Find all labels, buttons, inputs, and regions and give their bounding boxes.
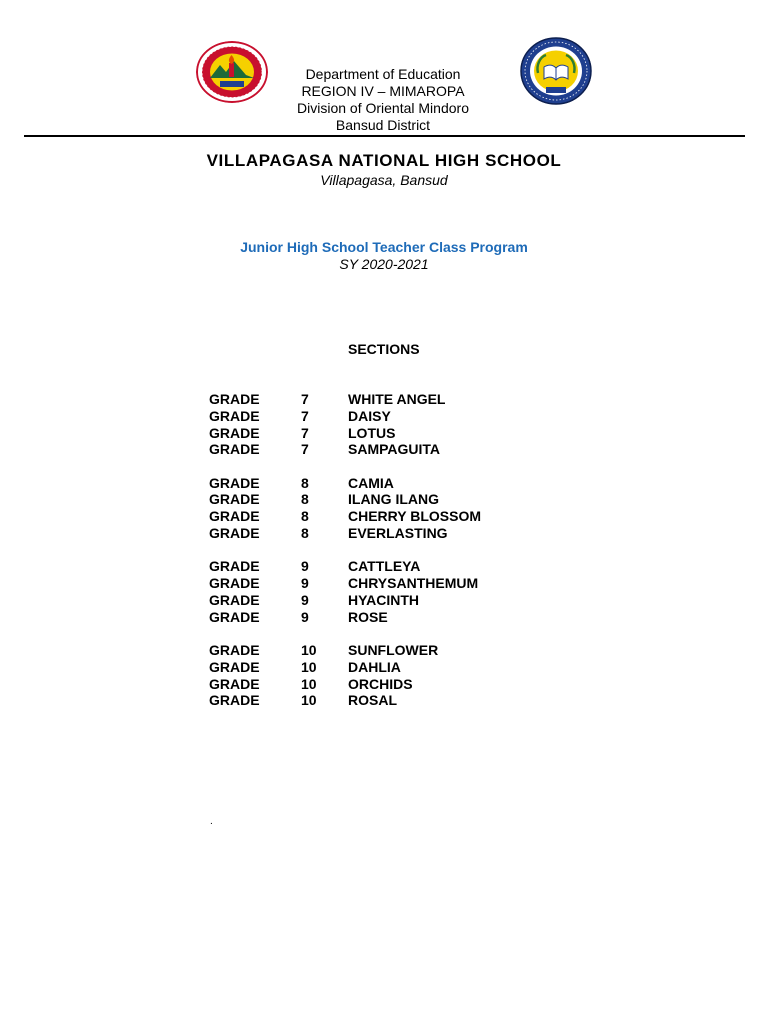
section-name: ROSE	[348, 608, 388, 625]
section-name: CAMIA	[348, 474, 394, 491]
section-name: ORCHIDS	[348, 675, 413, 692]
grade-label: GRADE	[209, 508, 260, 525]
section-row	[209, 609, 481, 626]
section-row	[209, 425, 481, 442]
section-row	[209, 676, 481, 693]
section-row	[209, 642, 481, 659]
grade-10-group	[209, 642, 481, 709]
section-row	[209, 525, 481, 542]
section-name: DAHLIA	[348, 658, 401, 675]
school-name: VILLAPAGASA NATIONAL HIGH SCHOOL	[206, 151, 562, 170]
grade-label: GRADE	[209, 591, 260, 608]
section-name: CATTLEYA	[348, 558, 421, 575]
grade-label: GRADE	[209, 675, 260, 692]
section-name: SAMPAGUITA	[348, 441, 441, 458]
header-district: Bansud District	[335, 117, 431, 133]
section-name: EVERLASTING	[348, 525, 448, 542]
section-name: HYACINTH	[348, 591, 420, 608]
section-row	[209, 475, 481, 492]
grade-level: 9	[301, 575, 309, 592]
grade-label: GRADE	[209, 474, 260, 491]
section-row	[209, 441, 481, 458]
grade-level: 8	[301, 491, 309, 508]
grade-label: GRADE	[209, 658, 260, 675]
deped-header	[268, 66, 498, 134]
school-seal-logo	[520, 37, 592, 105]
grade-level: 8	[301, 474, 309, 491]
grade-9-group	[209, 558, 481, 625]
stray-mark: .	[210, 816, 213, 827]
section-name: CHRYSANTHEMUM	[348, 575, 479, 592]
section-name: DAISY	[348, 407, 391, 424]
header-division: Division of Oriental Mindoro	[297, 100, 469, 116]
section-name: ILANG ILANG	[348, 491, 439, 508]
header-department: Department of Education	[305, 66, 461, 82]
grade-level: 7	[301, 407, 309, 424]
division-seal-logo	[196, 41, 268, 103]
section-row	[209, 575, 481, 592]
section-row	[209, 391, 481, 408]
grade-label: GRADE	[209, 391, 260, 407]
sections-table	[209, 391, 481, 726]
section-row	[209, 558, 481, 575]
section-name: SUNFLOWER	[348, 642, 439, 659]
section-row	[209, 659, 481, 676]
section-row	[209, 491, 481, 508]
grade-label: GRADE	[209, 407, 260, 424]
grade-level: 9	[301, 591, 309, 608]
section-name: WHITE ANGEL	[348, 391, 446, 407]
grade-level: 10	[301, 675, 317, 692]
grade-label: GRADE	[209, 642, 260, 659]
grade-level: 9	[301, 558, 309, 575]
grade-7-group	[209, 391, 481, 458]
grade-level: 9	[301, 608, 309, 625]
grade-level: 8	[301, 525, 309, 542]
program-title: Junior High School Teacher Class Program	[240, 239, 528, 255]
section-name: LOTUS	[348, 424, 396, 441]
grade-label: GRADE	[209, 558, 260, 575]
school-location: Villapagasa, Bansud	[320, 172, 448, 188]
grade-label: GRADE	[209, 692, 260, 709]
sections-heading: SECTIONS	[348, 341, 420, 357]
section-name: CHERRY BLOSSOM	[348, 508, 482, 525]
grade-label: GRADE	[209, 441, 260, 458]
section-row	[209, 508, 481, 525]
school-year: SY 2020-2021	[339, 256, 429, 272]
grade-level: 7	[301, 424, 309, 441]
grade-level: 8	[301, 508, 309, 525]
grade-label: GRADE	[209, 424, 260, 441]
section-row	[209, 408, 481, 425]
grade-label: GRADE	[209, 525, 260, 542]
header-region: REGION IV – MIMAROPA	[301, 83, 465, 99]
header-divider	[24, 135, 745, 137]
grade-label: GRADE	[209, 608, 260, 625]
grade-level: 10	[301, 642, 317, 659]
grade-level: 10	[301, 658, 317, 675]
section-row	[209, 592, 481, 609]
grade-label: GRADE	[209, 575, 260, 592]
grade-level: 7	[301, 441, 309, 458]
section-row	[209, 692, 481, 709]
grade-8-group	[209, 475, 481, 542]
grade-label: GRADE	[209, 491, 260, 508]
grade-level: 7	[301, 391, 309, 407]
section-name: ROSAL	[348, 692, 397, 709]
grade-level: 10	[301, 692, 317, 709]
